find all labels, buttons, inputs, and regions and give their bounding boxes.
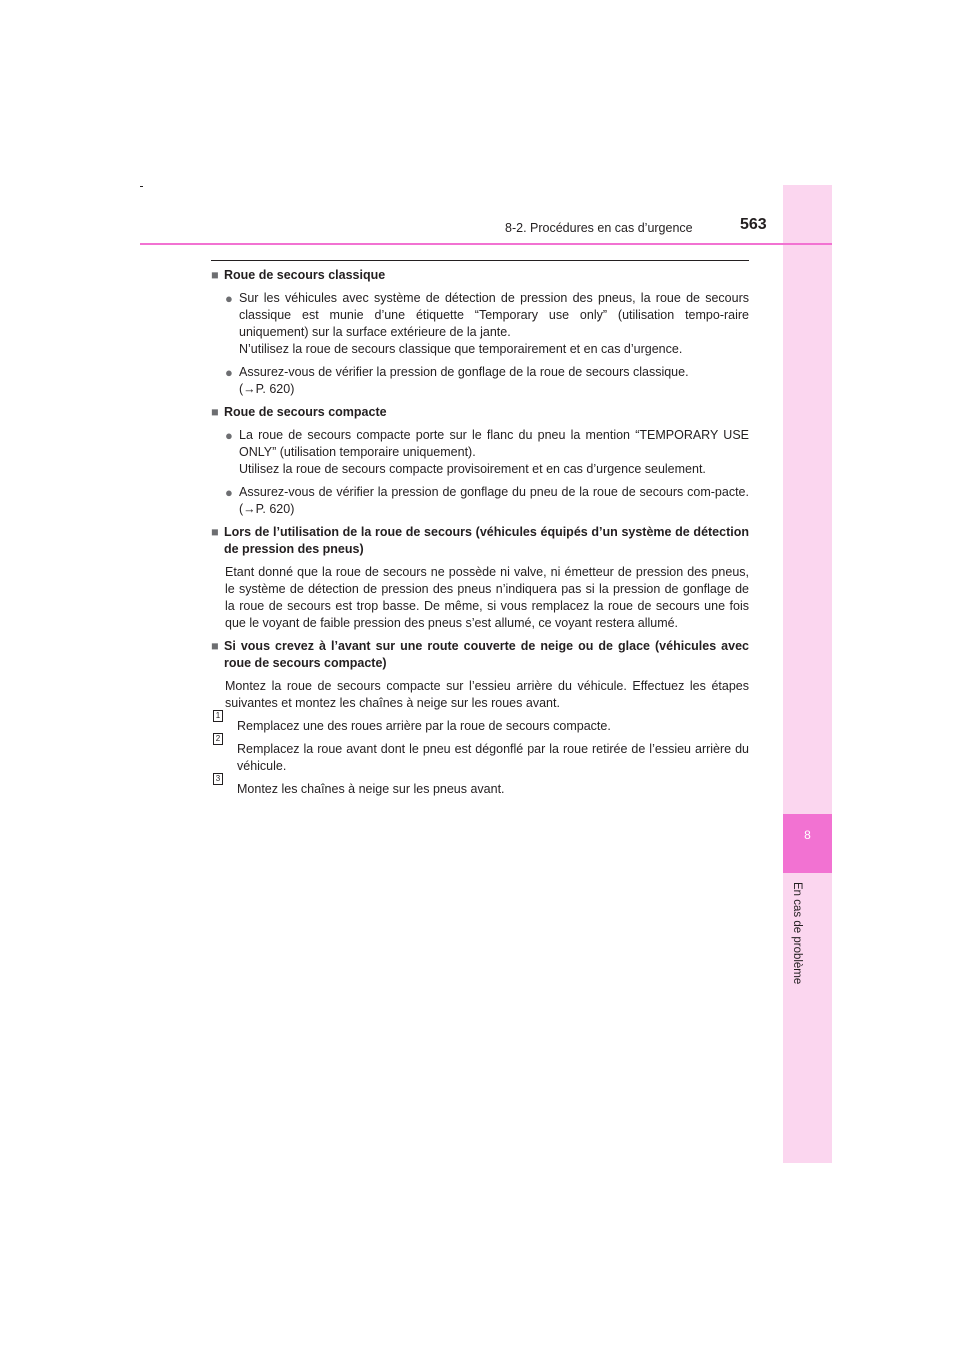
dot-bullet-icon: ●: [225, 485, 233, 500]
square-bullet-icon: ■: [211, 268, 219, 282]
square-bullet-icon: ■: [211, 525, 219, 539]
page-content: [211, 267, 749, 804]
dot-bullet-icon: ●: [225, 291, 233, 306]
heading-spare-compact: ■ Roue de secours compacte: [211, 405, 387, 419]
step-item: 1 Remplacez une des roues arrière par la roue de secours compacte.: [211, 718, 749, 735]
heading-tpms-spare: ■ Lors de l’utilisation de la roue de secours (véhicules équipés d’un système de détection de pression des pneus): [211, 525, 749, 556]
header-rule: [140, 243, 832, 245]
dot-bullet-icon: ●: [225, 428, 233, 443]
chapter-number-box: [783, 814, 832, 873]
bullet-item: ● Assurez-vous de vérifier la pression de gonflage du pneu de la roue de secours com-pacte. (→P. 620): [225, 485, 749, 516]
crop-mark: [140, 186, 143, 187]
chapter-label: En cas de problème: [791, 882, 803, 985]
paragraph: Etant donné que la roue de secours ne possède ni valve, ni émetteur de pression des pneus, le système de détection de pression des pneus n’indiquera pas si la pression de gonflage de la roue de secours est trop basse. De même, si vous remplacez la roue de secours une fois que le voyant de faible pression des pneus s’est allumé, ce voyant restera allumé.: [225, 565, 749, 630]
step-number-box: 3: [213, 773, 223, 785]
step-number-box: 2: [213, 733, 223, 745]
heading-spare-classic: ■ Roue de secours classique: [211, 268, 386, 282]
paragraph: Montez la roue de secours compacte sur l’essieu arrière du véhicule. Effectuez les étapes suivantes et montez les chaînes à neige sur les roues avant.: [225, 679, 749, 710]
step-number-box: 1: [213, 710, 223, 722]
step-item: 3 Montez les chaînes à neige sur les pneus avant.: [211, 781, 749, 798]
bullet-item: ● Assurez-vous de vérifier la pression de gonflage de la roue de secours classique. (→P. 620): [211, 364, 749, 398]
step-item: 2 Remplacez la roue avant dont le pneu est dégonflé par la roue retirée de l’essieu arrière du véhicule.: [211, 741, 749, 775]
square-bullet-icon: ■: [211, 639, 219, 653]
bullet-item: ● La roue de secours compacte porte sur le flanc du pneu la mention “TEMPORARY USE ONLY” (utilisation temporaire uniquement). Utilisez la roue de secours compacte provisoirement et en cas d’urgence seulement.: [225, 428, 749, 476]
dot-bullet-icon: ●: [225, 365, 233, 380]
heading-snow-front-flat: ■ Si vous crevez à l’avant sur une route couverte de neige ou de glace (véhicules avec roue de secours compacte): [211, 639, 749, 670]
chapter-side-tab: [783, 185, 832, 1163]
content-rule: [211, 260, 749, 261]
page-number: 563: [740, 216, 767, 233]
section-title: 8-2. Procédures en cas d’urgence: [505, 221, 693, 235]
page-reference: (→P. 620): [239, 382, 295, 396]
bullet-item: ● Sur les véhicules avec système de détection de pression des pneus, la roue de secours classique est munie d’une étiquette “Temporary use only” (utilisation tempo-raire uniquement) sur la surface extérieure de la jante. N’utilisez la roue de secours classique que temporairement et en cas d’urgence.: [225, 291, 749, 356]
square-bullet-icon: ■: [211, 405, 219, 419]
chapter-number: 8: [804, 828, 811, 842]
